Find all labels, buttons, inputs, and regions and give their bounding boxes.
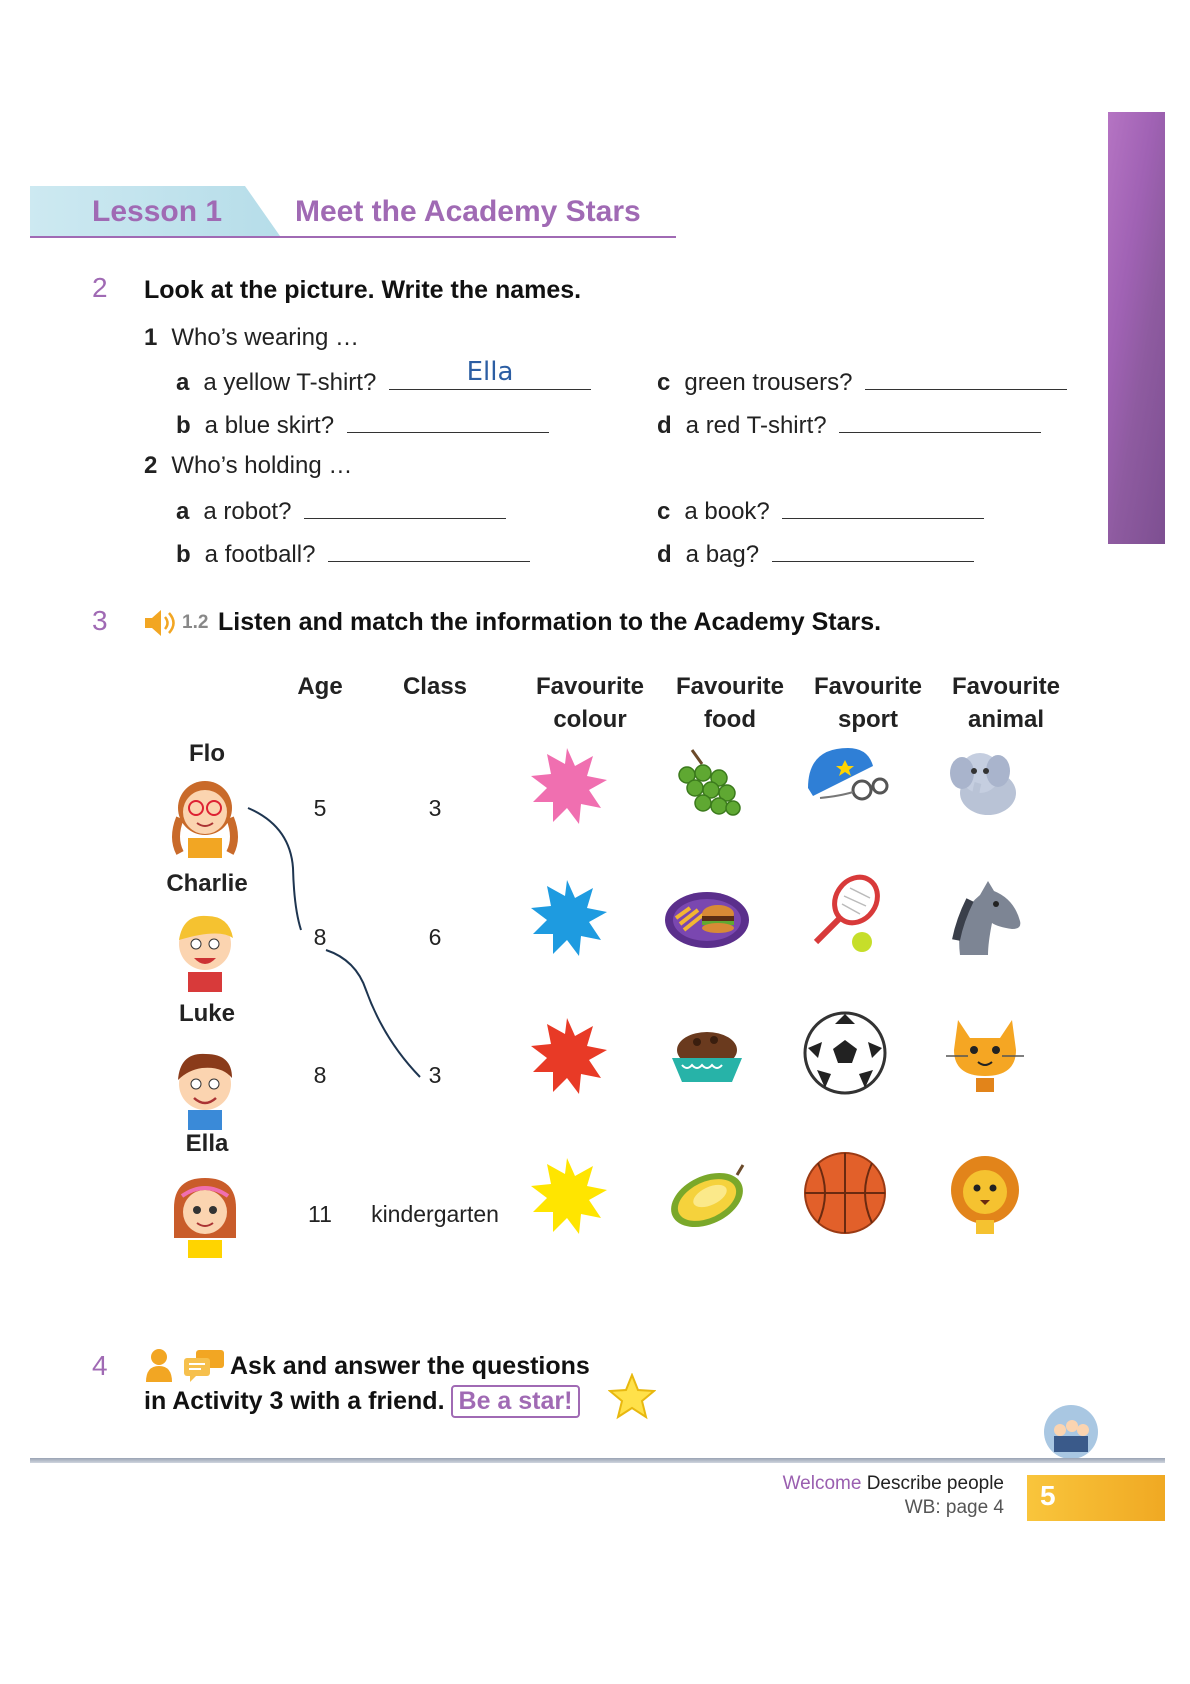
item-text: a book? [684, 498, 770, 525]
name-charlie: Charlie [166, 870, 248, 897]
name-ella: Ella [185, 1130, 229, 1157]
item-text: a robot? [203, 498, 292, 525]
question-2-number: 2 [144, 452, 158, 479]
class-charlie[interactable]: 6 [428, 924, 442, 950]
column-age: Age [297, 673, 343, 700]
person-icon [146, 1348, 172, 1382]
item-letter: c [657, 369, 671, 396]
column-animal-line1: Favourite [951, 673, 1061, 700]
age-charlie[interactable]: 8 [313, 924, 327, 950]
item-letter: a [176, 498, 190, 525]
footer-unit: Welcome [782, 1473, 862, 1494]
name-flo: Flo [189, 740, 225, 767]
item-text: green trousers? [684, 369, 853, 396]
item-letter: d [657, 412, 672, 439]
star-icon [608, 1373, 656, 1421]
activity-2-number: 2 [92, 272, 108, 303]
be-a-star-badge: Be a star! [451, 1385, 581, 1418]
lesson-label: Lesson 1 [92, 195, 223, 228]
activity-3-instruction: Listen and match the information to the Academy Stars. [218, 608, 882, 636]
column-food-line1: Favourite [675, 673, 785, 700]
match-line-flo [248, 808, 301, 930]
item-letter: a [176, 369, 190, 396]
item-letter: c [657, 498, 671, 525]
age-flo[interactable]: 5 [313, 795, 327, 821]
lesson-title: Meet the Academy Stars [295, 195, 641, 228]
activity-3-number: 3 [92, 605, 108, 636]
activity-2-instruction: Look at the picture. Write the names. [144, 276, 582, 304]
item-text: a blue skirt? [204, 412, 335, 439]
activity-4-line2: in Activity 3 with a friend. [144, 1387, 445, 1415]
column-animal-line2: animal [967, 706, 1045, 733]
match-line-charlie [326, 950, 420, 1077]
speech-bubbles-icon [184, 1350, 224, 1382]
item-text: a red T-shirt? [685, 412, 827, 439]
column-sport-line2: sport [838, 706, 898, 733]
class-flo[interactable]: 3 [428, 795, 442, 821]
question-2-text: Who’s holding … [171, 452, 353, 479]
age-ella[interactable]: 11 [308, 1201, 332, 1227]
footer-topic: Describe people [866, 1473, 1004, 1494]
question-1-text: Who’s wearing … [171, 324, 359, 351]
academy-stars-group-icon [1040, 1402, 1102, 1460]
age-luke[interactable]: 8 [313, 1062, 327, 1088]
item-text: a bag? [685, 541, 760, 568]
column-sport-line1: Favourite [813, 673, 923, 700]
column-food-line2: food [704, 706, 756, 733]
class-ella[interactable]: kindergarten [371, 1201, 499, 1227]
item-letter: b [176, 541, 191, 568]
item-letter: b [176, 412, 191, 439]
item-letter: d [657, 541, 672, 568]
column-class: Class [402, 673, 468, 700]
column-colour-line2: colour [553, 706, 627, 733]
footer-info [783, 1472, 1004, 1520]
footer-workbook: WB: page 4 [904, 1497, 1004, 1518]
class-luke[interactable]: 3 [428, 1062, 442, 1088]
activity-4-number: 4 [92, 1350, 108, 1381]
name-luke: Luke [178, 1000, 235, 1027]
page-number: 5 [1040, 1480, 1056, 1511]
audio-track: 1.2 [182, 612, 209, 633]
activity-4-line2-wrap [144, 1385, 580, 1418]
activity-4-line1: Ask and answer the questions [230, 1352, 590, 1380]
question-1-number: 1 [144, 324, 158, 351]
answer-text: Ella [466, 357, 514, 387]
item-text: a yellow T-shirt? [203, 369, 377, 396]
footer-rule [30, 1458, 1165, 1463]
column-colour-line1: Favourite [535, 673, 645, 700]
item-text: a football? [204, 541, 316, 568]
